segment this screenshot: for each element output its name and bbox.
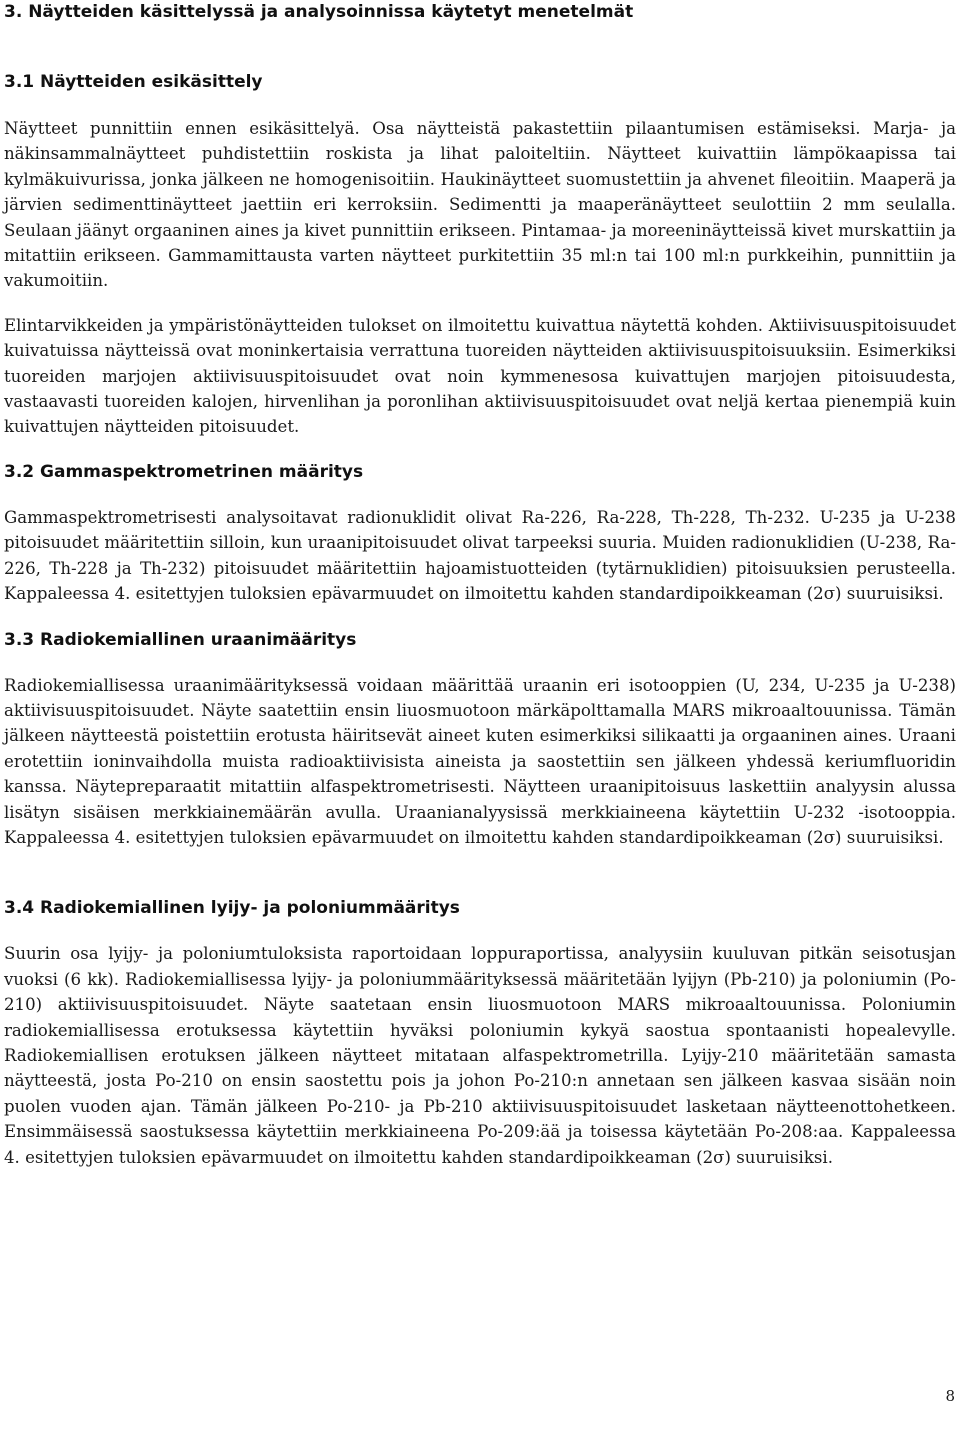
chapter-heading: 3. Näytteiden käsittelyssä ja analysoinnissa käytetyt menetelmät xyxy=(4,2,634,22)
section-heading-3-1: 3.1 Näytteiden esikäsittely xyxy=(4,72,263,92)
document-page xyxy=(4,0,956,1170)
section-heading-3-2: 3.2 Gammaspektrometrinen määritys xyxy=(4,461,364,482)
section-3-2-paragraph-1: Gammaspektrometrisesti analysoitavat radionuklidit olivat Ra-226, Ra-228, Th-228, Th-232. U-235 ja U-238 pitoisuudet määritettiin silloin, kun uraanipitoisuudet olivat tarpeeksi suuria. Muiden radionuklidien (U-238, Ra-226, Th-228 ja Th-232) pitoisuudet määritettiin hajoamistuotteiden (tytärnuklidien) pitoisuuksien perusteella. Kappaleessa 4. esitettyjen tuloksien epävarmuudet on ilmoitettu kahden standardipoikkeaman (2σ) suuruisiksi. xyxy=(4,507,956,604)
section-3-4-paragraph-1: Suurin osa lyijy- ja poloniumtuloksista raportoidaan loppuraportissa, analyysiin kuuluvan pitkän seisotusjan vuoksi (6 kk). Radiokemiallisessa lyijy- ja poloniummäärityksessä määritetään lyijyn (Pb-210) ja poloniumin (Po-210) aktiivisuuspitoisuudet. Näyte saatetaan ensin liuosmuotoon MARS mikroaaltouunissa. Poloniumin radiokemiallisessa erotuksessa käytettiin hyväksi poloniumin kykyä saostua spontaanisti hopealevylle. Radiokemiallisen erotuksen jälkeen näytteet mitataan alfaspektrometrilla. Lyijy-210 määritetään samasta näytteestä, josta Po-210 on ensin saostettu pois ja johon Po-210:n annetaan sen jälkeen kasvaa sisään noin puolen vuoden ajan. Tämän jälkeen Po-210- ja Pb-210 aktiivisuuspitoisuudet lasketaan näytteenottohetkeen. Ensimmäisessä saostuksessa käytettiin merkkiaineena Po-209:ää ja toisessa käytetään Po-208:aa. Kappaleessa 4. esitettyjen tuloksien epävarmuudet on ilmoitettu kahden standardipoikkeaman (2σ) suuruisiksi. xyxy=(4,944,956,1167)
section-3-1-paragraph-1: Näytteet punnittiin ennen esikäsittelyä. Osa näytteistä pakastettiin pilaantumisen estämiseksi. Marja- ja näkinsammalnäytteet puhdistettiin roskista ja lihat paloiteltiin. Näytteet kuivattiin lämpökaapissa tai kylmäkuivurissa, jonka jälkeen ne homogenisoitiin. Haukinäytteet suomustettiin ja ahvenet fileoitiin. Maaperä ja järvien sedimenttinäytteet jaettiin eri kerroksiin. Sedimentti ja maaperänäytteet seulottiin 2 mm seulalla. Seulaan jäänyt orgaaninen aines ja kivet punnittiin erikseen. Pintamaa- ja moreeninäytteissä kivet murskattiin ja mitattiin erikseen. Gammamittausta varten näytteet purkitettiin 35 ml:n tai 100 ml:n purkkeihin, punnittiin ja vakumoitiin. xyxy=(4,119,956,291)
section-heading-3-4: 3.4 Radiokemiallinen lyijy- ja poloniummääritys xyxy=(4,898,460,919)
section-3-1-paragraph-2: Elintarvikkeiden ja ympäristönäytteiden tulokset on ilmoitettu kuivattua näytettä kohden. Aktiivisuuspitoisuudet kuivatuissa näytteissä ovat moninkertaisia verrattuna tuoreiden näytteiden aktiivisuuspitoisuuksiin. Esimerkiksi tuoreiden marjojen aktiivisuuspitoisuudet ovat noin kymmenesosa kuivattujen marjojen pitoisuudesta, vastaavasti tuoreiden kalojen, hirvenlihan ja poronlihan aktiivisuuspitoisuudet ovat neljä kertaa pienempiä kuin kuivattujen näytteiden pitoisuudet. xyxy=(4,315,956,437)
section-heading-3-3: 3.3 Radiokemiallinen uraanimääritys xyxy=(4,629,357,650)
page-number: 8 xyxy=(945,1387,955,1405)
section-3-3-paragraph-1: Radiokemiallisessa uraanimäärityksessä voidaan määrittää uraanin eri isotooppien (U, 234, U-235 ja U-238) aktiivisuuspitoisuudet. Näyte saatettiin ensin liuosmuotoon märkäpolttamalla MARS mikroaaltouunissa. Tämän jälkeen näytteestä poistettiin erotusta häiritsevät aineet kuten esimerkiksi silikaatti ja orgaaninen aines. Uraani erotettiin ioninvaihdolla muista radioaktiivisista aineista ja saostettiin sen jälkeen yhdessä keriumfluoridin kanssa. Näytepreparaatit mitattiin alfaspektrometrisesti. Näytteen uraanipitoisuus laskettiin analyysin alussa lisätyn sisäisen merkkiainemäärän avulla. Uraanianalyysissä merkkiaineena käytettiin U-232 -isotooppia. Kappaleessa 4. esitettyjen tuloksien epävarmuudet on ilmoitettu kahden standardipoikkeaman (2σ) suuruisiksi. xyxy=(4,675,956,847)
